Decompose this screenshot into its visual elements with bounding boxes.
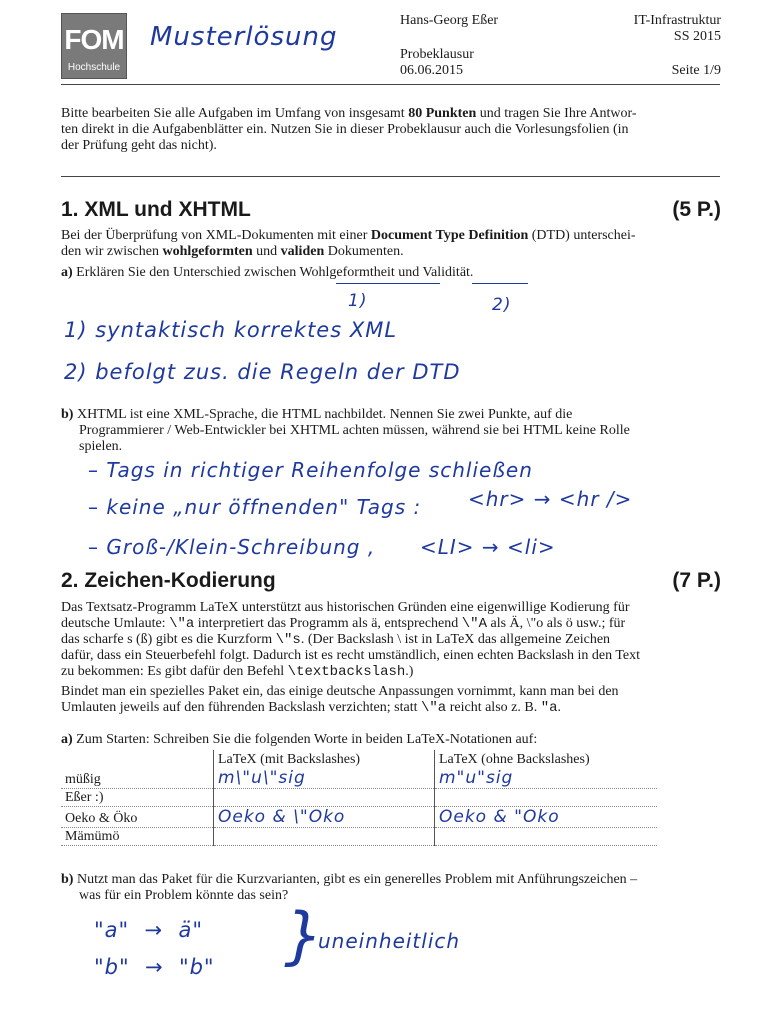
- answer-1a-line1: 1) syntaktisch korrektes XML: [64, 318, 398, 342]
- underline-wohlgeformtheit: [336, 283, 440, 284]
- fom-logo: [61, 13, 127, 79]
- table-cell-answer: [214, 789, 435, 807]
- section-1-points: (5 P.): [672, 198, 721, 221]
- table-row: [61, 828, 657, 846]
- page-number: Seite 1/9: [671, 63, 721, 78]
- question-1b: b) XHTML ist eine XML-Sprache, die HTML nachbildet. Nennen Sie zwei Punkte, auf die Programmierer / Web-Entwickler bei XHTML achten müssen, während sie bei HTML keine Rolle spielen.: [61, 407, 630, 454]
- answer-1b-line3-example: <LI> → <li>: [420, 535, 556, 559]
- semester: SS 2015: [673, 29, 721, 44]
- underline-validitaet: [472, 283, 528, 284]
- table-cell-answer: m"u"sig: [435, 768, 658, 789]
- table-header-without-backslash: LaTeX (ohne Backslashes): [435, 750, 658, 768]
- section-2-intro: Das Textsatz-Programm LaTeX unterstützt aus historischen Gründen eine eigenwillige Kodierung für deutsche Umlaute: \"a interpretiert das Programm als ä, entsprechend \"A als Ä, \"o als ö usw.; für das scharfe s (ß) gibt es die Kurzform \"s. (Der Backslash \ ist in LaTeX das allgemeine Zeichen dafür, dass ein Steuerbefehl folgt. Dadurch ist es recht umständlich, einen echten Backslash in den Text zu bekommen: Es gibt dafür den Befehl \textbackslash.) Bindet man ein spezielles Paket ein, das einige deutsche Anpassungen vornimmt, kann man bei den Umlauten jeweils auf den führenden Backslash verzichten; statt \"a reicht also z. B. "a.: [61, 600, 641, 716]
- table-cell-answer: m\"u\"sig: [214, 768, 435, 789]
- answer-1b-line2-example: <hr> → <hr />: [468, 487, 633, 511]
- answer-1a-line2: 2) befolgt zus. die Regeln der DTD: [64, 360, 461, 384]
- exam-type: Probeklausur: [400, 47, 474, 62]
- answer-1b-line1: – Tags in richtiger Reihenfolge schließen: [88, 458, 533, 482]
- answer-2b-line2: "b" → "b": [94, 955, 215, 979]
- answer-1b-line2: – keine „nur öffnenden" Tags :: [88, 495, 422, 519]
- answer-mark-1: 1): [348, 291, 368, 311]
- table-cell-answer: Oeko & \"Oko: [214, 807, 435, 828]
- table-header-word: [61, 750, 214, 768]
- answer-2b-line1: "a" → ä": [94, 918, 204, 942]
- table-header-row: [61, 750, 657, 768]
- question-2b: b) Nutzt man das Paket für die Kurzvarianten, gibt es ein generelles Problem mit Anführungszeichen – was für ein Problem könnte das sein?: [61, 872, 638, 903]
- section-2-points: (7 P.): [672, 569, 721, 592]
- logo-text: FOM: [64, 24, 124, 55]
- header-divider: [61, 84, 720, 85]
- table-row: [61, 768, 657, 789]
- handwritten-title: Musterlösung: [150, 22, 338, 52]
- answer-1b-line3: – Groß-/Klein-Schreibung ,: [88, 535, 376, 559]
- table-header-with-backslash: LaTeX (mit Backslashes): [214, 750, 435, 768]
- section-1-intro: Bei der Überprüfung von XML-Dokumenten mit einer Document Type Definition (DTD) unterschei- den wir zwischen wohlgeformten und validen Dokumenten.: [61, 228, 636, 259]
- table-cell-answer: [214, 828, 435, 846]
- table-cell-answer: [435, 789, 658, 807]
- section-2-title: 2. Zeichen-Kodierung: [61, 569, 276, 592]
- question-1a: a) Erklären Sie den Unterschied zwischen Wohlgeformtheit und Validität.: [61, 265, 474, 280]
- answer-2b-conclusion: uneinheitlich: [318, 929, 461, 953]
- curly-brace-icon: }: [284, 899, 325, 972]
- author: Hans-Georg Eßer: [400, 13, 499, 28]
- table-cell-word: Oeko & Öko: [61, 807, 214, 828]
- table-row: [61, 807, 657, 828]
- section-1-title: 1. XML und XHTML: [61, 198, 251, 221]
- intro-divider: [61, 176, 720, 177]
- table-cell-answer: [435, 828, 658, 846]
- intro-text: Bitte bearbeiten Sie alle Aufgaben im Umfang von insgesamt 80 Punkten und tragen Sie Ihre Antwor- ten direkt in die Aufgabenblätter ein. Nutzen Sie in dieser Probeklausur auch die Vorlesungsfolien (in der Prüfung geht das nicht).: [61, 106, 637, 153]
- question-2a: a) Zum Starten: Schreiben Sie die folgenden Worte in beiden LaTeX-Notationen auf:: [61, 732, 538, 747]
- latex-table: [61, 750, 657, 846]
- exam-date: 06.06.2015: [400, 63, 463, 78]
- table-cell-word: müßig: [61, 768, 214, 789]
- table-cell-word: Eßer :): [61, 789, 214, 807]
- table-row: [61, 789, 657, 807]
- table-cell-answer: Oeko & "Oko: [435, 807, 658, 828]
- table-cell-word: Mämümö: [61, 828, 214, 846]
- course-name: IT-Infrastruktur: [633, 13, 721, 28]
- answer-mark-2: 2): [492, 295, 512, 315]
- logo-subtext: Hochschule: [67, 62, 121, 73]
